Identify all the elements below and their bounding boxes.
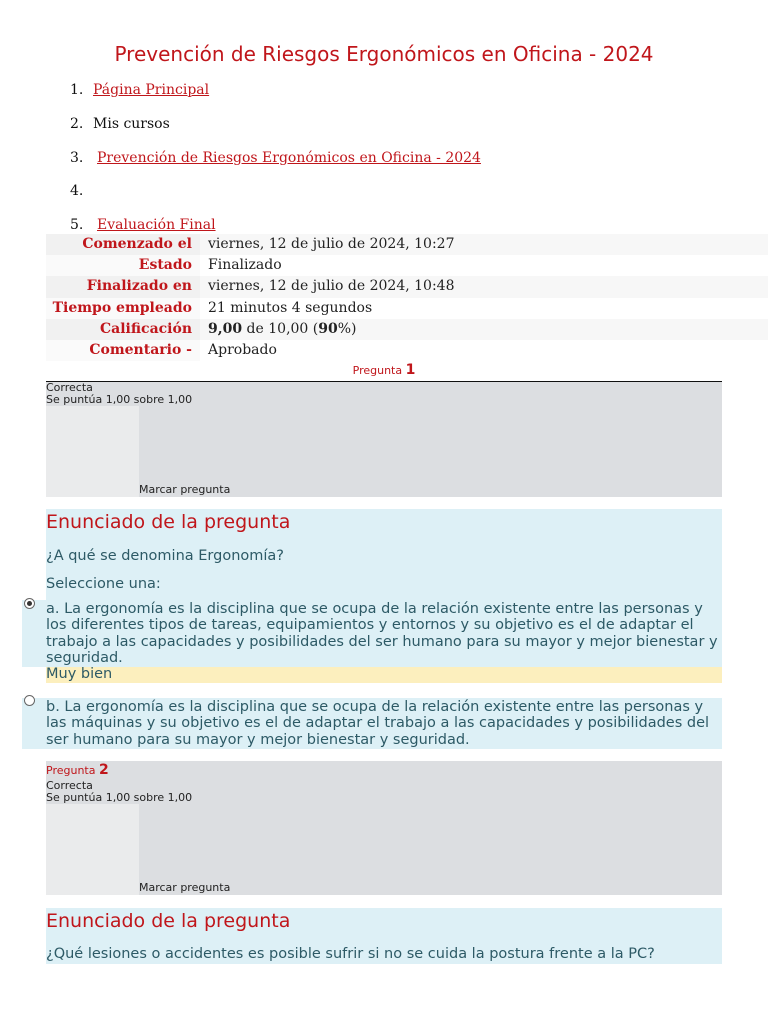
question-1-info: [46, 382, 722, 497]
question-text: ¿Qué lesiones o accidentes es posible sufrir si no se cuida la postura frente a la PC?: [46, 946, 655, 962]
summary-label: Calificación: [46, 319, 200, 340]
breadcrumb-item: [70, 183, 93, 199]
question-status: Correcta: [46, 779, 93, 792]
breadcrumb-item: [70, 150, 481, 166]
flag-question-link[interactable]: Marcar pregunta: [139, 881, 231, 894]
attempt-summary-table: [46, 234, 768, 361]
summary-row-time: [46, 298, 768, 319]
breadcrumb-number: 5.: [70, 217, 84, 233]
question-label: Pregunta: [46, 764, 96, 777]
summary-value: 21 minutos 4 segundos: [200, 298, 768, 319]
question-text: ¿A qué se denomina Ergonomía?: [46, 548, 284, 564]
summary-label: Tiempo empleado: [46, 298, 200, 319]
select-prompt: Seleccione una:: [46, 576, 161, 592]
breadcrumb-link-course[interactable]: Prevención de Riesgos Ergonómicos en Oficina - 2024: [97, 150, 481, 166]
summary-value: Finalizado: [200, 255, 768, 276]
summary-row-finished: [46, 276, 768, 297]
summary-label: Comentario -: [46, 340, 200, 361]
breadcrumb-link-evaluation[interactable]: Evaluación Final: [97, 217, 216, 233]
option-b-radio[interactable]: [24, 695, 35, 706]
grade-end: %): [337, 320, 357, 337]
question-label: Pregunta: [352, 364, 403, 377]
summary-value: viernes, 12 de julio de 2024, 10:27: [200, 234, 768, 255]
breadcrumb-link-home[interactable]: Página Principal: [93, 82, 210, 98]
option-b-text: b. La ergonomía es la disciplina que se ocupa de la relación existente entre las personas y las máquinas y su objetivo es el de adaptar el trabajo a las capacidades y posibilidades del ser humano para su mayor y mejor bienestar y seguridad.: [46, 699, 710, 748]
summary-label: Comenzado el: [46, 234, 200, 255]
breadcrumb-item: [70, 82, 209, 98]
question-number: 1: [405, 362, 416, 378]
question-2-header: [46, 764, 109, 777]
question-heading: Enunciado de la pregunta: [46, 511, 291, 533]
breadcrumb-my-courses: Mis cursos: [93, 116, 170, 132]
breadcrumb-number: 3.: [70, 150, 84, 166]
breadcrumb-number: 2.: [70, 116, 84, 132]
question-score: Se puntúa 1,00 sobre 1,00: [46, 393, 193, 406]
question-score: Se puntúa 1,00 sobre 1,00: [46, 791, 193, 804]
page-title: Prevención de Riesgos Ergonómicos en Oficina - 2024: [114, 42, 654, 66]
summary-label: Finalizado en: [46, 276, 200, 297]
answer-option-a[interactable]: [22, 600, 722, 667]
summary-row-started: [46, 234, 768, 255]
flag-question-link[interactable]: Marcar pregunta: [139, 483, 231, 496]
question-heading: Enunciado de la pregunta: [46, 910, 291, 932]
summary-row-state: [46, 255, 768, 276]
summary-value: Aprobado: [200, 340, 768, 361]
summary-row-comment: [46, 340, 768, 361]
summary-label: Estado: [46, 255, 200, 276]
breadcrumb-number: 4.: [70, 183, 84, 199]
summary-value: viernes, 12 de julio de 2024, 10:48: [200, 276, 768, 297]
grade-percent: 90: [318, 320, 338, 337]
breadcrumb-item: [70, 217, 216, 233]
grade-score: 9,00: [208, 320, 243, 337]
question-2-info: [46, 761, 722, 895]
option-a-radio[interactable]: [24, 598, 35, 609]
question-number: 2: [98, 762, 109, 778]
answer-option-b[interactable]: [22, 698, 722, 749]
breadcrumb-item: [70, 116, 170, 132]
answer-feedback: Muy bien: [46, 667, 722, 683]
grade-middle: de 10,00 (: [242, 320, 319, 337]
question-2-content: [46, 908, 722, 964]
question-status: Correcta: [46, 381, 93, 394]
summary-row-grade: [46, 319, 768, 340]
summary-value: [200, 319, 768, 340]
info-sidebar: [46, 804, 139, 895]
breadcrumb-number: 1.: [70, 82, 84, 98]
option-a-text: a. La ergonomía es la disciplina que se ocupa de la relación existente entre las personas y los diferentes tipos de tareas, equipamientos y entornos y su objetivo es el de adaptar el trabajo a las capacidades y posibilidades del ser humano para su mayor y mejor bienestar y seguridad.: [46, 601, 718, 666]
info-sidebar: [46, 406, 139, 497]
question-1-header: [0, 362, 768, 378]
